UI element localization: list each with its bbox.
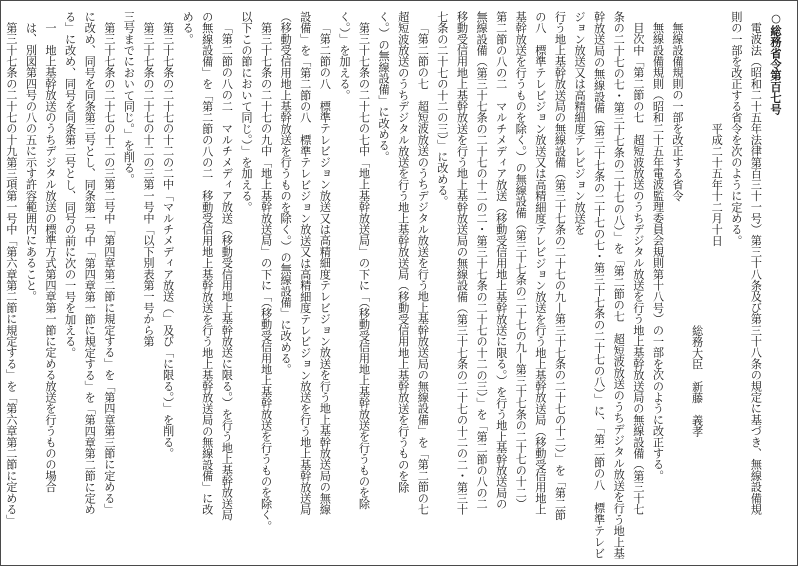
text-line: 第三十七条の二十七の十二の三第一号中「以下別表第一号から第 <box>142 22 155 347</box>
text-line: 第二節の八の二 マルチメディア放送（移動受信用地上基幹放送に限る。）を行う地上基幹放送局の <box>494 11 508 510</box>
text-line: 「第二節の七 超短波放送のうちデジタル放送を行う地上基幹放送局の無線設備」を「第二節の七 <box>416 22 430 515</box>
text-line: 無線設備（第三十七条の二十七の十二の二・第三十七条の二十七の十二の三）」を「第二節の八の二 <box>475 11 489 510</box>
text-line: は、別図第四号の八の五に示す許容範囲内にあること。 <box>24 22 38 303</box>
text-line: める。 <box>181 11 195 45</box>
text-line: 第三十七条の二十七の九中「地上基幹放送局」の下に「（移動受信用地上基幹放送を行うものを除く。 <box>259 22 273 532</box>
text-line: 七条の二十七の十二の三）」に改める。 <box>435 11 449 207</box>
text-line: 設備」を「第二節の八 標準テレビジョン放送又は高精細度テレビジョン放送を行う地上基幹放送局 <box>298 11 312 515</box>
text-line: 第三十七条の二十七の十二の二中「マルチメディア放送（」及び「に限る。）」を削る。 <box>161 22 175 459</box>
text-line: の無線設備」を「第二節の八の二 移動受信用地上基幹放送を行う地上基幹放送局の無線設備」に改 <box>200 11 214 515</box>
text-line: 三号までにおいて同じ。」を削る。 <box>122 11 136 185</box>
text-line: 無線設備規則（昭和二十五年電波監理委員会規則第十八号）の一部を次のように改正する。 <box>651 22 665 482</box>
text-line: に改め、同号を同条第三号とし、同条第一号中「第四章第一節に規定する」を「第四章第二節に定め <box>83 11 97 515</box>
text-line: 条の二十七の七・第三十七条の二十七の八）」を「第二節の七 超短波放送のうちデジタル放送を行う地上基幹放送局の無線設備（第三十七条の二十七の七・第三十七条の二十七の八）」に、「第二節の八 標準テレビジョン放送又は高精細度テレビジョン放送を <box>573 11 626 559</box>
text-line: く。）の無線設備」に改める。 <box>377 11 391 163</box>
enactment-date: 平成二十五年十二月十日 <box>710 123 724 247</box>
text-line: 第三十七条の二十七の七中「地上基幹放送局」の下に「（移動受信用地上基幹放送を行うものを除 <box>357 22 371 510</box>
amendment-heading: 無線設備規則の一部を改正する省令 <box>671 22 685 202</box>
ordinance-title: ○総務省令第百七号 <box>769 11 783 115</box>
text-line: く。）」を加える。 <box>337 11 351 101</box>
text-line: 基幹放送を行うものを除く。）の無線設備（第三十七条の二十七の九—第三十七条の二十七の十二） <box>514 11 528 510</box>
text-line: 一 地上基幹放送のうちデジタル放送の標準方式第四章第一節に定める放送を行うものの場合 <box>44 22 58 493</box>
text-line: （移動受信用地上基幹放送を行うものを除く。）の無線設備」に改める。 <box>279 11 293 375</box>
text-line: 「第二節の八の二 マルチメディア放送（移動受信用地上基幹放送に限る。）を行う地上基幹放送局 <box>220 22 234 521</box>
signatory: 総務大臣 新藤 義孝 <box>690 324 704 437</box>
text-line: 「第二節の八 標準テレビジョン放送又は高精細度テレビジョン放送を行う地上基幹放送局の無線 <box>318 22 332 515</box>
text-line: 電波法（昭和二十五年法律第百三十一号）第三十八条及び第三十八条の規定に基づき、無線設備規 <box>749 22 763 515</box>
text-line: 目次中「第二節の七 超短波放送のうちデジタル放送を行う地上基幹放送局の無線設備（第三十七 <box>631 22 645 515</box>
text-line: 以下この節において同じ。）」を加える。 <box>239 11 253 213</box>
gazette-ordinance-text <box>4 11 785 559</box>
text-line: る」に改め、同号を同条第二号とし、同号の前に次の一号を加える。 <box>63 11 77 359</box>
text-line: 第三十七条の二十七の十九第三項第一号中「第六章第二節に規定する」を「第六章第二節に定める」 <box>4 22 18 527</box>
text-line: 則の一部を改正する省令を次のように定める。 <box>729 11 743 247</box>
text-line: の八 標準テレビジョン放送又は高精細度テレビジョン放送を行う地上基幹放送局（移動受信用地上 <box>533 11 547 515</box>
text-line: 超短波放送のうちデジタル放送を行う地上基幹放送局（移動受信用地上基幹放送を行うものを除 <box>396 11 410 493</box>
text-line: 移動受信用地上基幹放送を行う地上基幹放送局の無線設備（第三十七条の二十七の十二の二・第三十 <box>455 11 469 515</box>
text-line: 第三十七条の二十七の十二の三第二号中「第四章第二節に規定する」を「第四章第三節に定める」 <box>102 22 116 515</box>
text-line: 行う地上基幹放送局の無線設備（第三十七条の二十七の九—第三十七条の二十七の十二）」を「第二節 <box>553 11 567 521</box>
